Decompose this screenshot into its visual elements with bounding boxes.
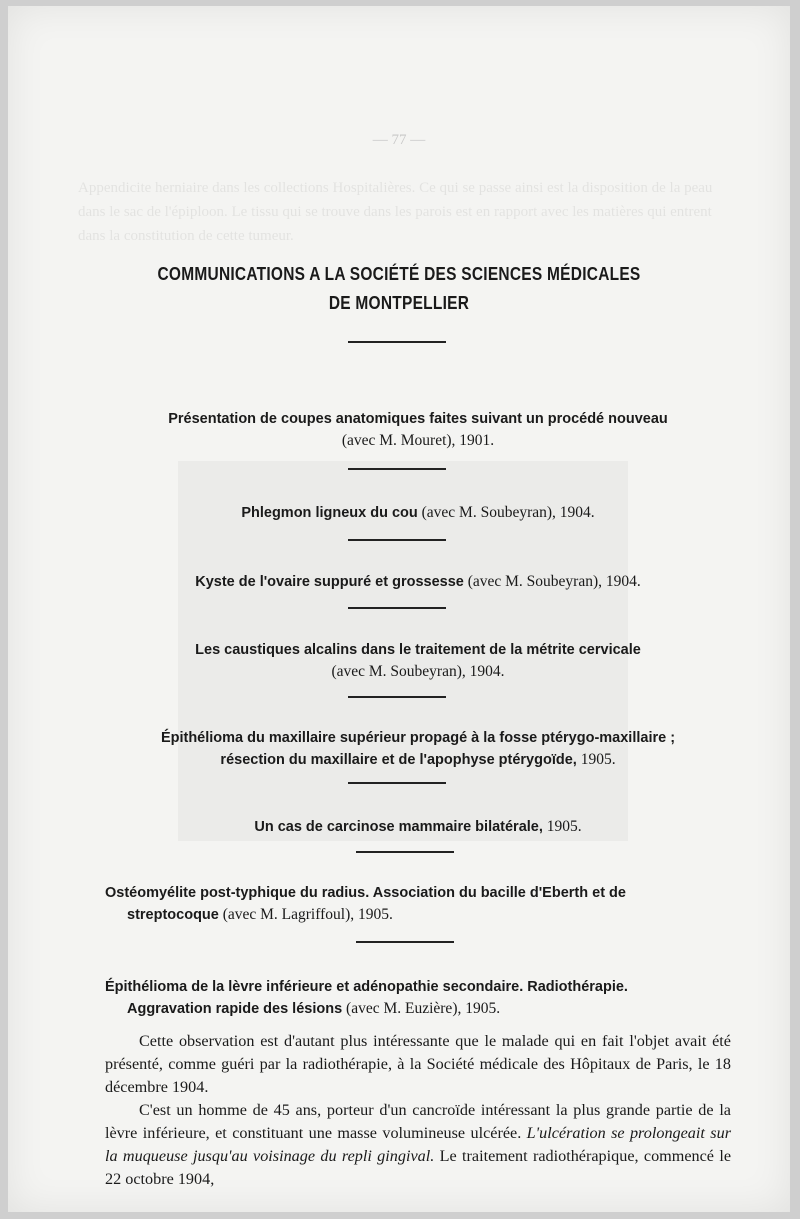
entry-title-line-2: Aggravation rapide des lésions [127,1001,343,1017]
divider-rule [356,941,454,943]
entry-title-line-2: streptocoque [127,907,219,923]
entry-title-line-2: résection du maxillaire et de l'apophyse ptérygoïde, [220,752,577,768]
communication-entry-8 [105,976,745,1020]
entry-authors: (avec M. Mouret), 1901. [341,432,495,449]
divider-rule [348,607,446,609]
case-report-text [105,1030,731,1191]
divider-rule [348,539,446,541]
entry-title-line-1: Ostéomyélite post-typhique du radius. Association du bacille d'Eberth et de [105,885,626,901]
entry-title: Les caustiques alcalins dans le traitement de la métrite cervicale [195,642,641,658]
divider-rule [348,696,446,698]
divider-rule [348,468,446,470]
entry-authors: (avec M. Soubeyran), 1904. [331,663,505,680]
communication-entry-1 [98,408,738,452]
communication-entry-4 [98,639,738,683]
entry-title: Phlegmon ligneux du cou [241,505,418,521]
section-heading [63,260,736,318]
paragraph-2-part-b: Le traitement radiothérapique, commencé le 22 octobre 1904, [105,1147,731,1188]
entry-authors: (avec M. Euzière), 1905. [346,1000,501,1017]
section-heading-line-2: DE MONTPELLIER [328,293,470,313]
communication-entry-7 [105,882,745,926]
document-page [8,6,790,1212]
paragraph-1: Cette observation est d'autant plus intéressante que le malade qui en fait l'objet avait été présenté, comme guéri par la radiothérapie, à la Société médicale des Hôpitaux de Paris, le 18 décembre 1904. [105,1032,731,1096]
entry-title: Présentation de coupes anatomiques faites suivant un procédé nouveau [168,411,668,427]
entry-title-line-1: Épithélioma du maxillaire supérieur propagé à la fosse ptérygo-maxillaire ; [160,730,676,746]
section-heading-line-1: COMMUNICATIONS A LA SOCIÉTÉ DES SCIENCES MÉDICALES [157,264,641,284]
paragraph-2-italic: L'ulcération se prolongeait sur la muqueuse jusqu'au voisinage du repli gingival. [105,1124,731,1165]
entry-authors: 1905. [580,751,616,768]
entry-authors: (avec M. Soubeyran), 1904. [421,504,595,521]
entry-title: Kyste de l'ovaire suppuré et grossesse [195,574,464,590]
paragraph-2 [105,1099,731,1191]
entry-title-line-1: Épithélioma de la lèvre inférieure et adénopathie secondaire. Radiothérapie. [105,979,628,995]
communication-entry-2 [98,502,738,524]
bleed-through-text: Appendicite herniaire dans les collections Hospitalières. Ce qui se passe ainsi est la disposition de la peau dans le sac de l'épiploon. Le tissu qui se trouve dans les parois est en rapport avec les matières qui entrent dans la constitution de cette tumeur. [78,180,713,244]
entry-authors: (avec M. Lagriffoul), 1905. [222,906,393,923]
entry-authors: 1905. [546,818,582,835]
communication-entry-5 [88,727,748,771]
divider-rule [356,851,454,853]
entry-authors: (avec M. Soubeyran), 1904. [467,573,641,590]
communication-entry-3 [98,571,738,593]
page-number: — 77 — [372,132,426,148]
communication-entry-6 [98,816,738,838]
paragraph-2-part-a: C'est un homme de 45 ans, porteur d'un cancroïde intéressant la plus grande partie de la lèvre inférieure, et constituant une masse volumineuse ulcérée. [105,1101,731,1142]
divider-rule [348,341,446,343]
divider-rule [348,782,446,784]
entry-title: Un cas de carcinose mammaire bilatérale, [254,819,543,835]
